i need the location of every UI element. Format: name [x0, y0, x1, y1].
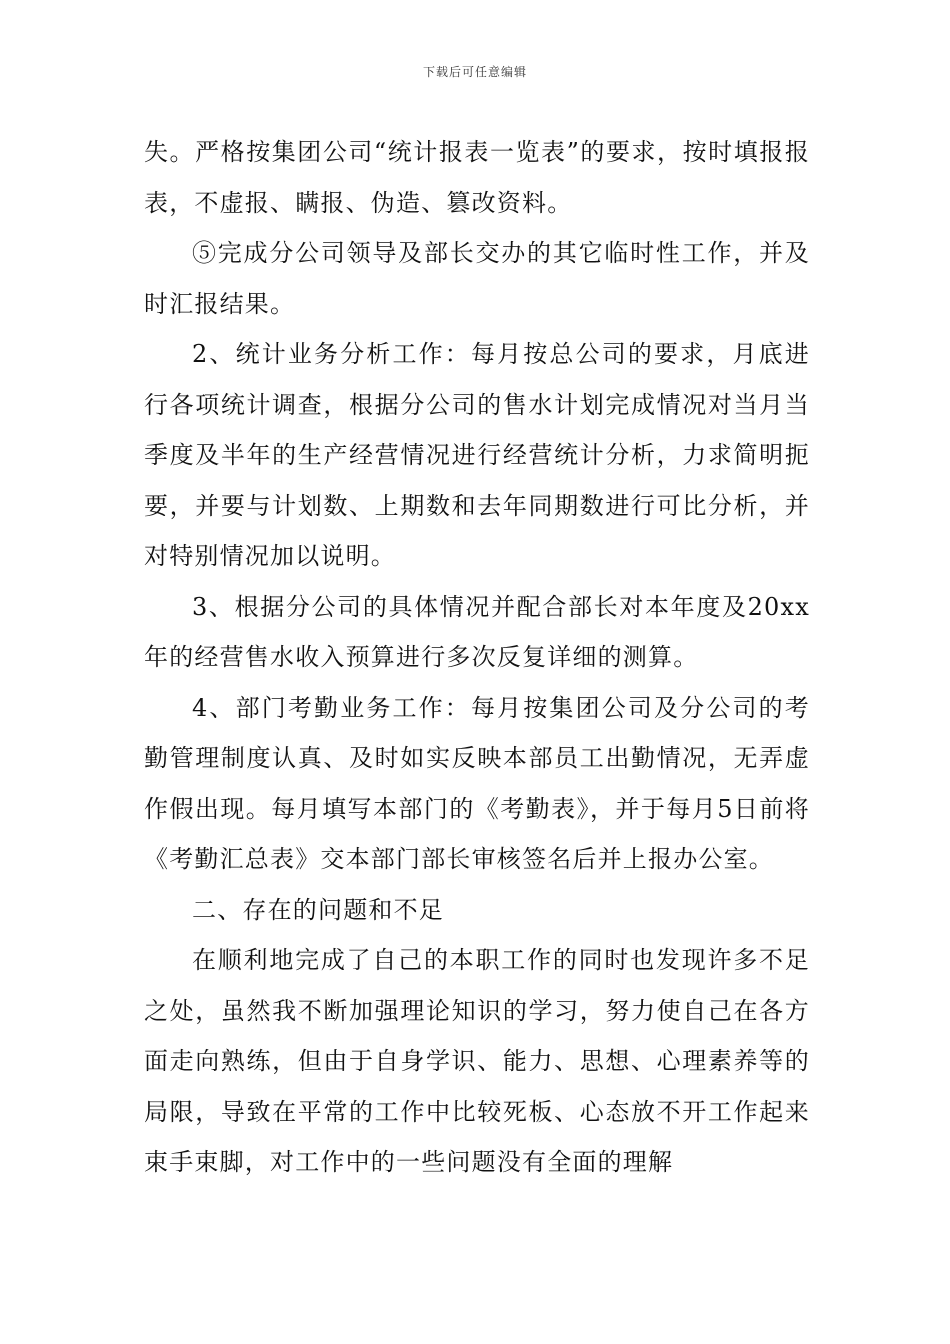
paragraph-attendance-work: 4、部门考勤业务工作：每月按集团公司及分公司的考勤管理制度认真、及时如实反映本部员工出勤情况，无弄虚作假出现。每月填写本部门的《考勤表》，并于每月5日前将《考勤汇总表》交本部门部长审核签名后并上报办公室。	[144, 693, 810, 873]
paragraph-temporary-tasks: ⑤完成分公司领导及部长交办的其它临时性工作，并及时汇报结果。	[144, 239, 810, 318]
page-header: 下载后可任意编辑	[422, 65, 527, 79]
document-body	[144, 127, 810, 1188]
paragraph-budget-calculation: 3、根据分公司的具体情况并配合部长对本年度及20xx年的经营售水收入预算进行多次反复详细的测算。	[144, 592, 810, 671]
paragraph-shortcomings: 在顺利地完成了自己的本职工作的同时也发现许多不足之处，虽然我不断加强理论知识的学习，努力使自己在各方面走向熟练，但由于自身学识、能力、思想、心理素养等的局限，导致在平常的工作中比较死板、心态放不开工作起来束手束脚，对工作中的一些问题没有全面的理解	[144, 946, 810, 1176]
section-heading-problems: 二、存在的问题和不足	[192, 895, 444, 924]
paragraph-report-forms: 失。严格按集团公司“统计报表一览表”的要求，按时填报报表，不虚报、瞒报、伪造、篡改资料。	[144, 138, 810, 217]
paragraph-statistical-analysis: 2、统计业务分析工作：每月按总公司的要求，月底进行各项统计调查，根据分公司的售水计划完成情况对当月当季度及半年的生产经营情况进行经营统计分析，力求简明扼要，并要与计划数、上期数和去年同期数进行可比分析，并对特别情况加以说明。	[144, 340, 810, 570]
